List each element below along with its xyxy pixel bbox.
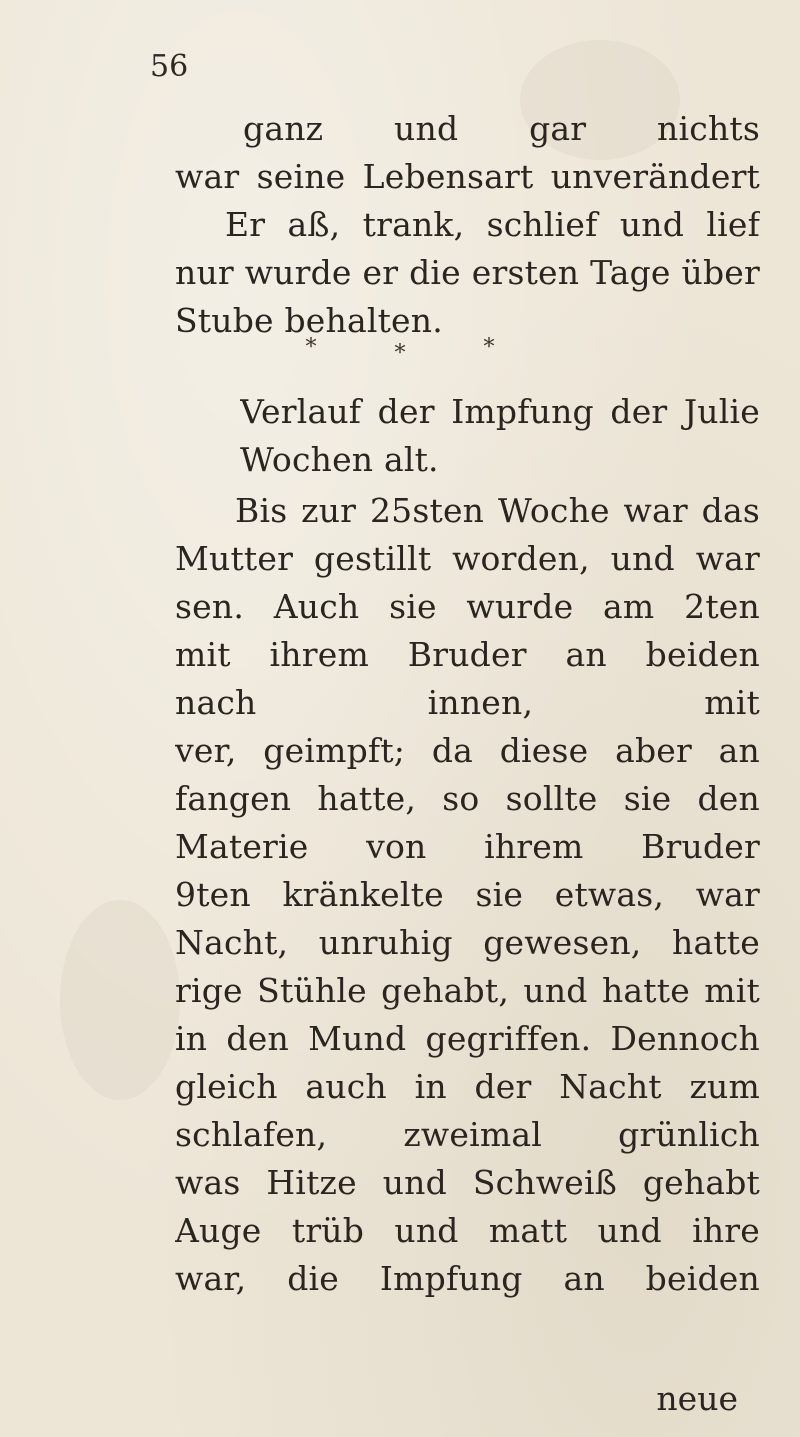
text-line: Mutter gestillt worden, und war: [175, 539, 760, 578]
asterisk: *: [394, 341, 406, 366]
catchword: neue: [656, 1379, 738, 1418]
paper-stain: [60, 900, 180, 1100]
text-line: Auge trüb und matt und ihre: [175, 1211, 760, 1250]
paragraph-2: [175, 487, 760, 1303]
text-line: Nacht, unruhig gewesen, hatte: [175, 923, 760, 962]
text-line: Bis zur 25sten Woche war das: [235, 491, 760, 530]
heading-line: Verlauf der Impfung der Julie: [240, 392, 760, 431]
text-line: Er aß, trank, schlief und lief: [225, 205, 760, 244]
text-line: gleich auch in der Nacht zum: [175, 1067, 760, 1106]
text-line: rige Stühle gehabt, und hatte mit: [175, 971, 760, 1010]
text-line: Materie von ihrem Bruder: [175, 827, 760, 866]
text-line: war, die Impfung an beiden: [175, 1259, 760, 1298]
heading-line: Wochen alt.: [240, 440, 439, 479]
asterisk: *: [483, 335, 495, 360]
page-number: 56: [150, 49, 189, 84]
text-line: 9ten kränkelte sie etwas, war: [175, 875, 760, 914]
text-line: sen. Auch sie wurde am 2ten: [175, 587, 760, 626]
asterisk: *: [305, 335, 317, 360]
section-separator: [0, 335, 800, 366]
text-line: nur wurde er die ersten Tage über: [175, 253, 760, 292]
text-line: ver, geimpft; da diese aber an: [175, 731, 760, 770]
text-line: Stube behalten.: [175, 301, 443, 340]
text-line: mit ihrem Bruder an beiden: [175, 635, 760, 674]
text-line: ganz und gar nichts: [243, 109, 760, 148]
text-line: fangen hatte, so sollte sie den: [175, 779, 760, 818]
paragraph-1: [175, 105, 760, 345]
section-heading: [240, 388, 760, 484]
text-line: in den Mund gegriffen. Dennoch: [175, 1019, 760, 1058]
text-line: war seine Lebensart unverändert: [175, 157, 760, 196]
text-line: schlafen, zweimal grünlich: [175, 1115, 760, 1154]
text-line: was Hitze und Schweiß gehabt: [175, 1163, 760, 1202]
text-line: nach innen, mit: [175, 683, 760, 722]
